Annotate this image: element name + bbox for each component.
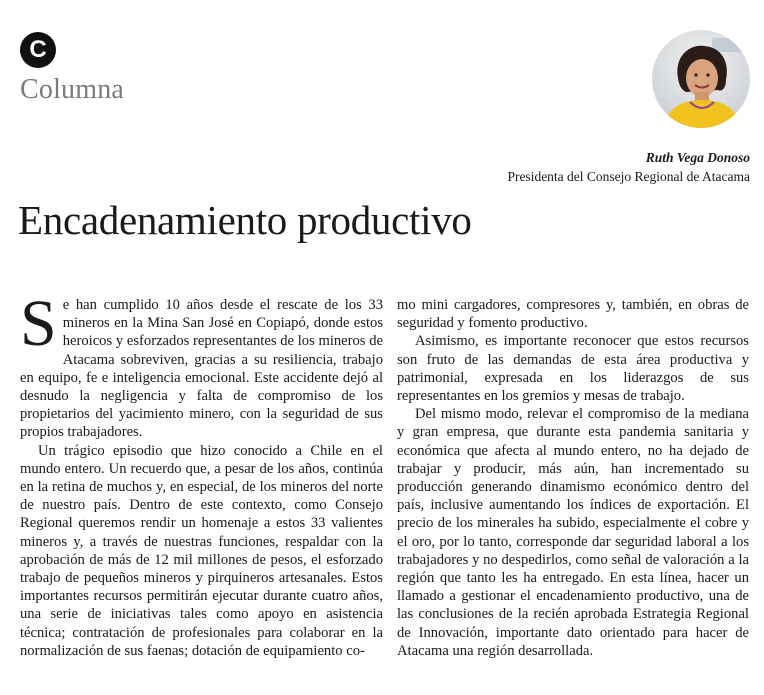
- column-badge-icon: C: [20, 32, 56, 68]
- author-block: [507, 148, 750, 186]
- article-title: Encadenamiento productivo: [18, 197, 472, 243]
- article-column-left: [20, 287, 383, 660]
- paragraph-4: Del mismo modo, relevar el compromiso de la mediana y gran empresa, que durante esta pandemia sanitaria y económica que afecta al mundo entero, no ha dejado de trabajar y producir, más aún, han incrementado su producción generando dinamismo económico dentro del país, inclusive aumentando los índices de exportación. El precio de los minerales ha subido, especialmente el cobre y el oro, por lo tanto, corresponde dar seguridad laboral a los trabajadores y no despedirlos, como señal de valoración a la región que tanto les ha entregado. En esta línea, hacer un llamado a gestionar el encadenamiento productivo, una de las conclusiones de la recién aprobada Estrategia Regional de Innovación, importante dato orientado para hacer de Atacama una región desarrollada.: [397, 406, 749, 659]
- author-name: Ruth Vega Donoso: [645, 150, 750, 165]
- author-avatar: [652, 30, 750, 128]
- paragraph-2-continued: mo mini cargadores, compresores y, también, en obras de seguridad y fomento productivo.: [397, 297, 749, 332]
- section-label: Columna: [20, 74, 125, 105]
- drop-cap: S: [20, 287, 57, 360]
- article-column-right: [397, 296, 749, 660]
- author-portrait-icon: [652, 30, 750, 128]
- paragraph-3: Asimismo, es importante reconocer que estos recursos son fruto de las demandas de esta área productiva y patrimonial, expresada en los liderazgos de sus representantes en los gremios y mesas de trabajo.: [397, 333, 749, 405]
- author-role: Presidenta del Consejo Regional de Atacama: [507, 169, 750, 184]
- paragraph-2: Un trágico episodio que hizo conocido a Chile en el mundo entero. Un recuerdo que, a pesar de los años, continúa en la retina de muchos y, en especial, de los mineros del norte de nuestro país. Dentro de este contexto, como Consejo Regional queremos rendir un homenaje a estos 33 valientes mineros y, a través de nuestras funciones, respaldar con la aprobación de más de 12 mil millones de pesos, el esforzado trabajo de pequeños mineros y pirquineros artesanales. Estos importantes recursos permitirán ejecutar durante cuatro años, una serie de iniciativas tales como apoyo en asistencia técnica; contratación de profesionales para colaborar en la normalización de sus faenas; dotación de equipamiento co-: [20, 442, 383, 659]
- paragraph-1-text: e han cumplido 10 años desde el rescate de los 33 mineros en la Mina San José en Copiapó, donde estos heroicos y esforzados representantes de los mineros de Atacama sobreviven, gracias a su resiliencia, trabajo en equipo, fe e inteligencia emocional. Este accidente dejó al desnudo la negligencia y falta de compromiso de los propietarios del yacimiento minero, con la seguridad de sus propios trabajadores.: [20, 297, 383, 441]
- paragraph-1: [20, 287, 383, 442]
